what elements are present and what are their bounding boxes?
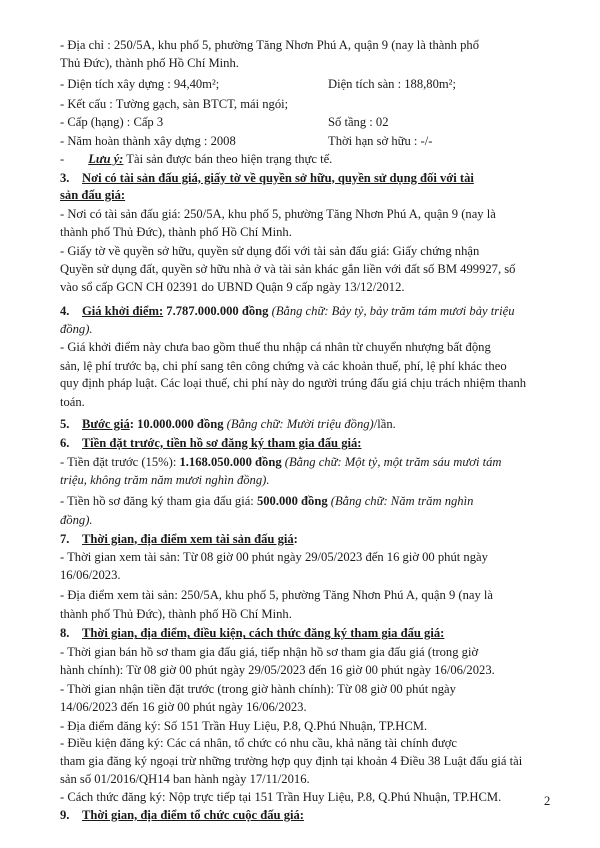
structure-line: - Kết cấu : Tường gạch, sàn BTCT, mái ngói; <box>60 97 289 112</box>
page-number: 2 <box>544 794 551 808</box>
fee-line: - Tiền hồ sơ đăng ký tham gia đấu giá: 500.000 đồng (Bằng chữ: Năm trăm nghìn <box>60 493 474 508</box>
building-area: - Diện tích xây dựng : 94,40m²; Diện tích sàn : 188,80m²; <box>60 75 560 94</box>
s3-line: thành phố Thủ Đức), thành phố Hồ Chí Minh. <box>60 225 292 240</box>
s7-line: - Thời gian xem tài sản: Từ 08 giờ 00 phút ngày 29/05/2023 đến 16 giờ 00 phút ngày <box>60 550 488 565</box>
s4-words-cont: đồng). <box>60 321 93 336</box>
note-line: - Lưu ý: Tài sản được bán theo hiện trạng thực tế. <box>60 151 333 166</box>
s8-line: - Cách thức đăng ký: Nộp trực tiếp tại 151 Trần Huy Liệu, P.8, Q.Phú Nhuận, TP.HCM. <box>60 790 502 804</box>
s7-line: 16/06/2023. <box>60 568 121 583</box>
section-5-title: 5. Bước giá: 10.000.000 đồng (Bằng chữ: Mười triệu đồng)/lần. <box>60 416 396 431</box>
section-3-title-cont: sản đấu giá: <box>60 188 126 203</box>
section-3-title: 3. Nơi có tài sản đấu giá, giấy tờ về quyền sở hữu, quyền sử dụng đối với tài <box>60 170 474 185</box>
section-9-title: 9. Thời gian, địa điểm tổ chức cuộc đấu giá: <box>60 808 304 822</box>
s8-line: hành chính): Từ 08 giờ 00 phút ngày 29/05/2023 đến 16 giờ 00 phút ngày 16/06/2023. <box>60 663 495 678</box>
fee-words-cont: đồng). <box>60 512 93 527</box>
s8-line: - Địa điểm đăng ký: Số 151 Trần Huy Liệu, P.8, Q.Phú Nhuận, TP.HCM. <box>60 718 428 733</box>
floor-area: Diện tích sàn : 188,80m²; <box>328 77 456 92</box>
s8-line: tham gia đăng ký ngoại trừ những trường hợp quy định tại khoản 4 Điều 38 Luật đấu giá tài <box>60 754 523 769</box>
address-line-cont: Thủ Đức), thành phố Hồ Chí Minh. <box>60 55 239 70</box>
s8-line: - Thời gian bán hồ sơ tham gia đấu giá, tiếp nhận hồ sơ tham gia đấu giá (trong giờ <box>60 645 479 660</box>
s7-line: thành phố Thủ Đức), thành phố Hồ Chí Minh. <box>60 606 292 621</box>
s7-line: - Địa điểm xem tài sản: 250/5A, khu phố 5, phường Tăng Nhơn Phú A, quận 9 (nay là <box>60 587 494 602</box>
deposit-line: - Tiền đặt trước (15%): 1.168.050.000 đồng (Bằng chữ: Một tỷ, một trăm sáu mươi tám <box>60 455 502 470</box>
section-6-title: 6. Tiền đặt trước, tiền hồ sơ đăng ký tham gia đấu giá: <box>60 435 362 450</box>
s8-line: 14/06/2023 đến 16 giờ 00 phút ngày 16/06/2023. <box>60 699 307 714</box>
section-8-title: 8. Thời gian, địa điểm, điều kiện, cách thức đăng ký tham gia đấu giá: <box>60 626 445 641</box>
deposit-words-cont: triệu, không trăm năm mươi nghìn đồng). <box>60 473 270 488</box>
s4-line: - Giá khởi điểm này chưa bao gồm thuế thu nhập cá nhân từ chuyển nhượng bất động <box>60 339 491 354</box>
s8-line: sản số 01/2016/QH14 ban hành ngày 17/11/2016. <box>60 772 310 787</box>
s4-line: toán. <box>60 395 85 410</box>
s3-line: Quyền sử dụng đất, quyền sở hữu nhà ở và tài sản khác gắn liền với đất số BM 499927, số <box>60 261 516 276</box>
grade-line: - Cấp (hạng) : Cấp 3 Số tầng : 02 <box>60 113 560 132</box>
s3-line: vào sổ cấp GCN CH 02391 do UBND Quận 9 cấp ngày 13/12/2012. <box>60 279 405 294</box>
section-7-title: 7. Thời gian, địa điểm xem tài sản đấu giá: <box>60 531 298 546</box>
s3-line: - Nơi có tài sản đấu giá: 250/5A, khu phố 5, phường Tăng Nhơn Phú A, quận 9 (nay là <box>60 207 496 222</box>
s3-line: - Giấy tờ về quyền sở hữu, quyền sử dụng đối với tài sản đấu giá: Giấy chứng nhận <box>60 243 480 258</box>
address-line: - Địa chỉ : 250/5A, khu phố 5, phường Tăng Nhơn Phú A, quận 9 (nay là thành phố <box>60 38 480 52</box>
s8-line: - Điều kiện đăng ký: Các cá nhân, tổ chức có nhu cầu, khả năng tài chính được <box>60 736 457 751</box>
s4-line: quy định pháp luật. Các loại thuế, chi phí này do người trúng đấu giá chịu trách nhiệm thanh <box>60 376 527 391</box>
floors-count: Số tầng : 02 <box>328 115 389 130</box>
section-4-title: 4. Giá khởi điểm: 7.787.000.000 đồng (Bằng chữ: Bảy tỷ, bảy trăm tám mươi bảy triệu <box>60 304 515 319</box>
s8-line: - Thời gian nhận tiền đặt trước (trong giờ hành chính): Từ 08 giờ 00 phút ngày <box>60 681 456 696</box>
ownership-term: Thời hạn sở hữu : -/- <box>328 133 433 148</box>
year-line: - Năm hoàn thành xây dựng : 2008 Thời hạn sở hữu : -/- <box>60 132 560 151</box>
s4-line: sản, lệ phí trước bạ, chi phí sang tên công chứng và các khoản thuế, phí, lệ phí khác theo <box>60 358 507 373</box>
